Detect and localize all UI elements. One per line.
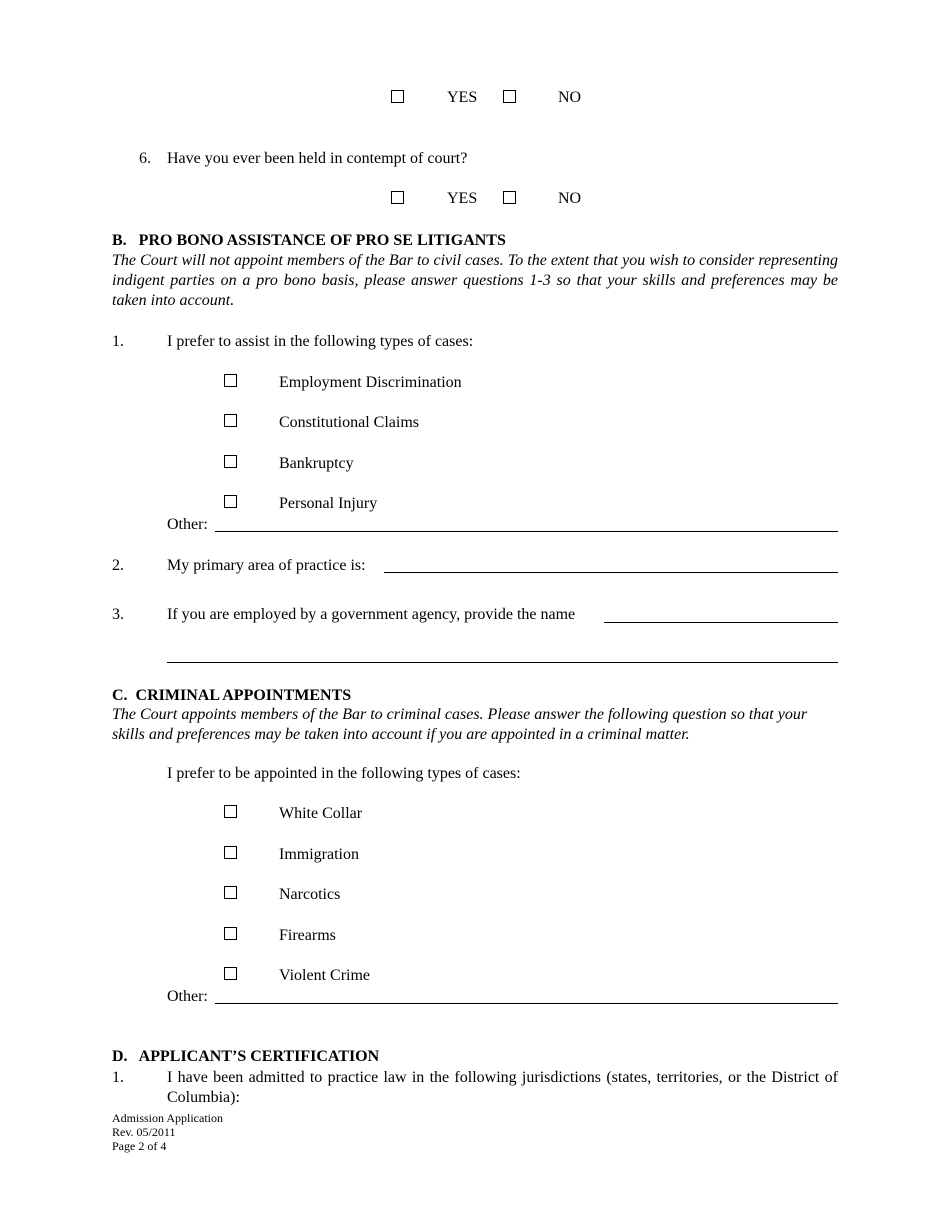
b-q1-text: I prefer to assist in the following types of cases: <box>167 333 474 350</box>
c-prompt: I prefer to be appointed in the following types of cases: <box>167 765 521 782</box>
option-violent-crime-label: Violent Crime <box>279 967 371 984</box>
q5-no-label: NO <box>558 89 582 106</box>
option-personal-injury-label: Personal Injury <box>279 495 378 512</box>
option-bankruptcy-label: Bankruptcy <box>279 455 354 472</box>
q6-no-label: NO <box>558 190 582 207</box>
option-constitutional-claims-checkbox[interactable] <box>224 414 237 427</box>
section-b-intro: The Court will not appoint members of the Bar to civil cases. To the extent that you wish to consider representing indigent parties on a pro bono basis, please answer questions 1-3 so that your skills and preferences may be taken into account. <box>112 252 838 309</box>
section-d-heading: D. APPLICANT’S CERTIFICATION <box>112 1048 380 1065</box>
c-other-input-line[interactable] <box>215 1003 838 1004</box>
b-q2-text: My primary area of practice is: <box>167 557 366 574</box>
b-other-label: Other: <box>167 516 208 533</box>
d-q1-number: 1. <box>112 1069 124 1086</box>
q5-yes-label: YES <box>447 89 478 106</box>
option-white-collar-label: White Collar <box>279 805 363 822</box>
section-b-heading: B. PRO BONO ASSISTANCE OF PRO SE LITIGANTS <box>112 232 506 249</box>
option-employment-discrimination-label: Employment Discrimination <box>279 374 462 391</box>
q6-yes-label: YES <box>447 190 478 207</box>
footer-page-number: Page 2 of 4 <box>112 1139 167 1153</box>
d-q1-text: I have been admitted to practice law in the following jurisdictions (states, territories, or the District of Columbia): <box>167 1069 838 1106</box>
footer-revision: Rev. 05/2011 <box>112 1125 176 1139</box>
option-firearms-checkbox[interactable] <box>224 927 237 940</box>
b-other-input-line[interactable] <box>215 531 838 532</box>
q5-no-checkbox[interactable] <box>503 90 516 103</box>
q5-yes-checkbox[interactable] <box>391 90 404 103</box>
q6-yes-checkbox[interactable] <box>391 191 404 204</box>
b-q1-number: 1. <box>112 333 124 350</box>
option-violent-crime-checkbox[interactable] <box>224 967 237 980</box>
option-narcotics-label: Narcotics <box>279 886 341 903</box>
section-c-heading: C. CRIMINAL APPOINTMENTS <box>112 687 352 704</box>
government-agency-input-line-2[interactable] <box>167 662 838 663</box>
c-other-label: Other: <box>167 988 208 1005</box>
option-narcotics-checkbox[interactable] <box>224 886 237 899</box>
option-constitutional-claims-label: Constitutional Claims <box>279 414 420 431</box>
option-immigration-checkbox[interactable] <box>224 846 237 859</box>
option-firearms-label: Firearms <box>279 927 336 944</box>
b-q3-number: 3. <box>112 606 124 623</box>
q6-number: 6. <box>139 150 151 167</box>
option-personal-injury-checkbox[interactable] <box>224 495 237 508</box>
q6-text: Have you ever been held in contempt of court? <box>167 150 468 167</box>
option-white-collar-checkbox[interactable] <box>224 805 237 818</box>
primary-practice-input-line[interactable] <box>384 572 838 573</box>
option-employment-discrimination-checkbox[interactable] <box>224 374 237 387</box>
government-agency-input-line[interactable] <box>604 622 838 623</box>
b-q3-text: If you are employed by a government agency, provide the name <box>167 606 576 623</box>
section-c-intro: The Court appoints members of the Bar to criminal cases. Please answer the following question so that your skills and preferences may be taken into account if you are appointed in a criminal matter. <box>112 706 808 743</box>
option-immigration-label: Immigration <box>279 846 359 863</box>
option-bankruptcy-checkbox[interactable] <box>224 455 237 468</box>
q6-no-checkbox[interactable] <box>503 191 516 204</box>
footer-form-name: Admission Application <box>112 1111 223 1125</box>
b-q2-number: 2. <box>112 557 124 574</box>
